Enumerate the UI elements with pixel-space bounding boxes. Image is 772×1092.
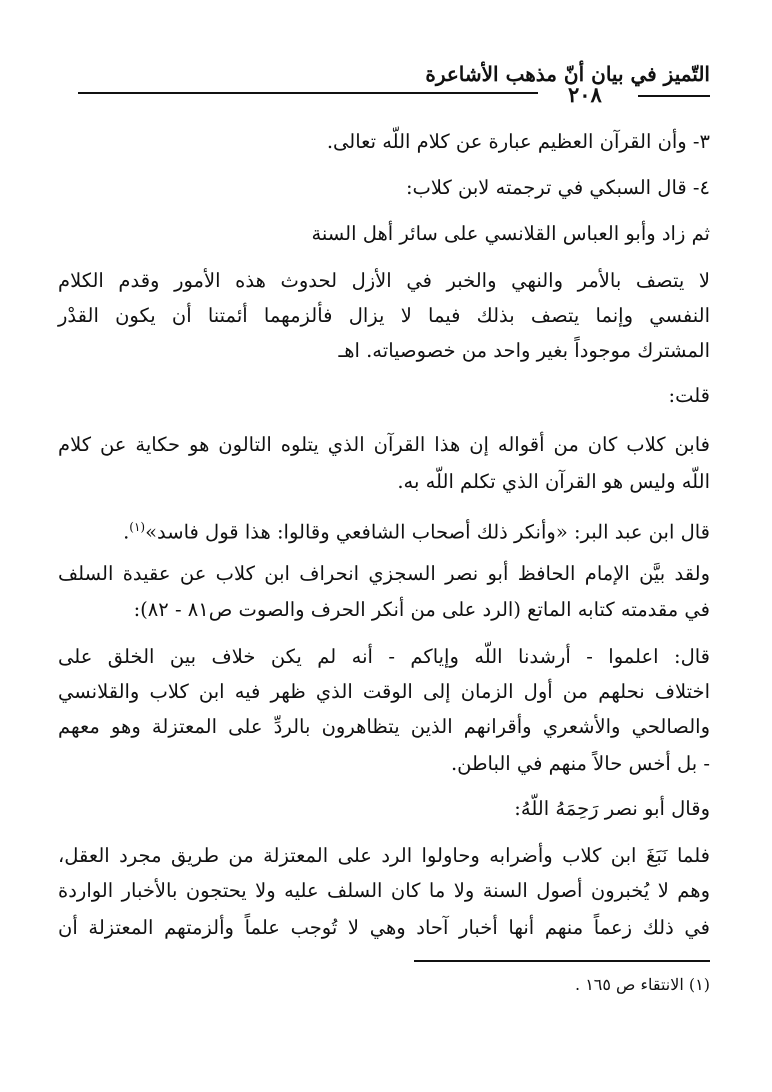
body-line: فلما نَبَغَ ابن كلاب وأضرابه وحاولوا الرد على المعتزلة من طريق مجرد العقل،	[58, 844, 710, 867]
body-line: قال: اعلموا - أرشدنا اللّه وإياكم - أنه لم يكن خلاف بين الخلق على	[58, 645, 710, 668]
body-line: لا يتصف بالأمر والنهي والخبر في الأزل لحدوث هذه الأمور وقدم الكلام	[58, 269, 710, 292]
body-line: والصالحي والأشعري وأقرانهم الذين يتظاهرون بالردِّ على المعتزلة وهو معهم	[58, 715, 710, 738]
body-line: قلت:	[668, 384, 710, 407]
body-line: ٣- وأن القرآن العظيم عبارة عن كلام اللّه تعالى.	[326, 130, 710, 153]
quote-end: .	[123, 520, 130, 544]
header-rule	[78, 92, 538, 94]
footnote: (١) الانتقاء ص ١٦٥ .	[575, 975, 710, 994]
body-line: وهم لا يُخبرون أصول السنة ولا ما كان السلف عليه ولا يحتجون بالأخبار الواردة	[58, 879, 710, 902]
body-line: - بل أخس حالاً منهم في الباطن.	[450, 752, 710, 775]
body-line: المشترك موجوداً بغير واحد من خصوصياته. اهـ	[338, 339, 710, 362]
footnote-reference: (١)	[129, 520, 146, 534]
body-line	[58, 513, 710, 547]
body-line: فابن كلاب كان من أقواله إن هذا القرآن الذي يتلوه التالون هو حكاية عن كلام	[58, 433, 710, 456]
body-line: ولقد بيَّن الإمام الحافظ أبو نصر السجزي انحراف ابن كلاب عن عقيدة السلف	[58, 562, 710, 585]
body-line: ٤- قال السبكي في ترجمته لابن كلاب:	[405, 176, 710, 199]
body-line: ثم زاد وأبو العباس القلانسي على سائر أهل السنة	[311, 222, 710, 245]
body-line: اختلاف نحلهم من أول الزمان إلى الوقت الذي ظهر فيه ابن كلاب والقلانسي	[58, 680, 710, 703]
body-line: في مقدمته كتابه الماتع (الرد على من أنكر الحرف والصوت ص٨١ - ٨٢):	[133, 598, 710, 621]
page-number: ٢٠٨	[568, 82, 602, 107]
quote-text: قال ابن عبد البر: «وأنكر ذلك أصحاب الشافعي وقالوا: هذا قول فاسد»	[145, 520, 710, 544]
footnote-rule	[414, 960, 710, 962]
body-line: اللّه وليس هو القرآن الذي تكلم اللّه به.	[397, 470, 710, 493]
running-header-title: التّميز في بيان أنّ مذهب الأشاعرة	[425, 62, 710, 86]
body-line: في ذلك زعماً منهم أنها أخبار آحاد وهي لا تُوجب علماً وألزمتهم المعتزلة أن	[58, 916, 710, 939]
body-line: وقال أبو نصر رَحِمَهُ اللّهُ:	[514, 797, 710, 820]
page-number-rule	[638, 95, 710, 97]
body-line: النفسي وإنما يتصف بذلك فيما لا يزال فألزمهما أئمتنا أن يكون القدْر	[58, 304, 710, 327]
